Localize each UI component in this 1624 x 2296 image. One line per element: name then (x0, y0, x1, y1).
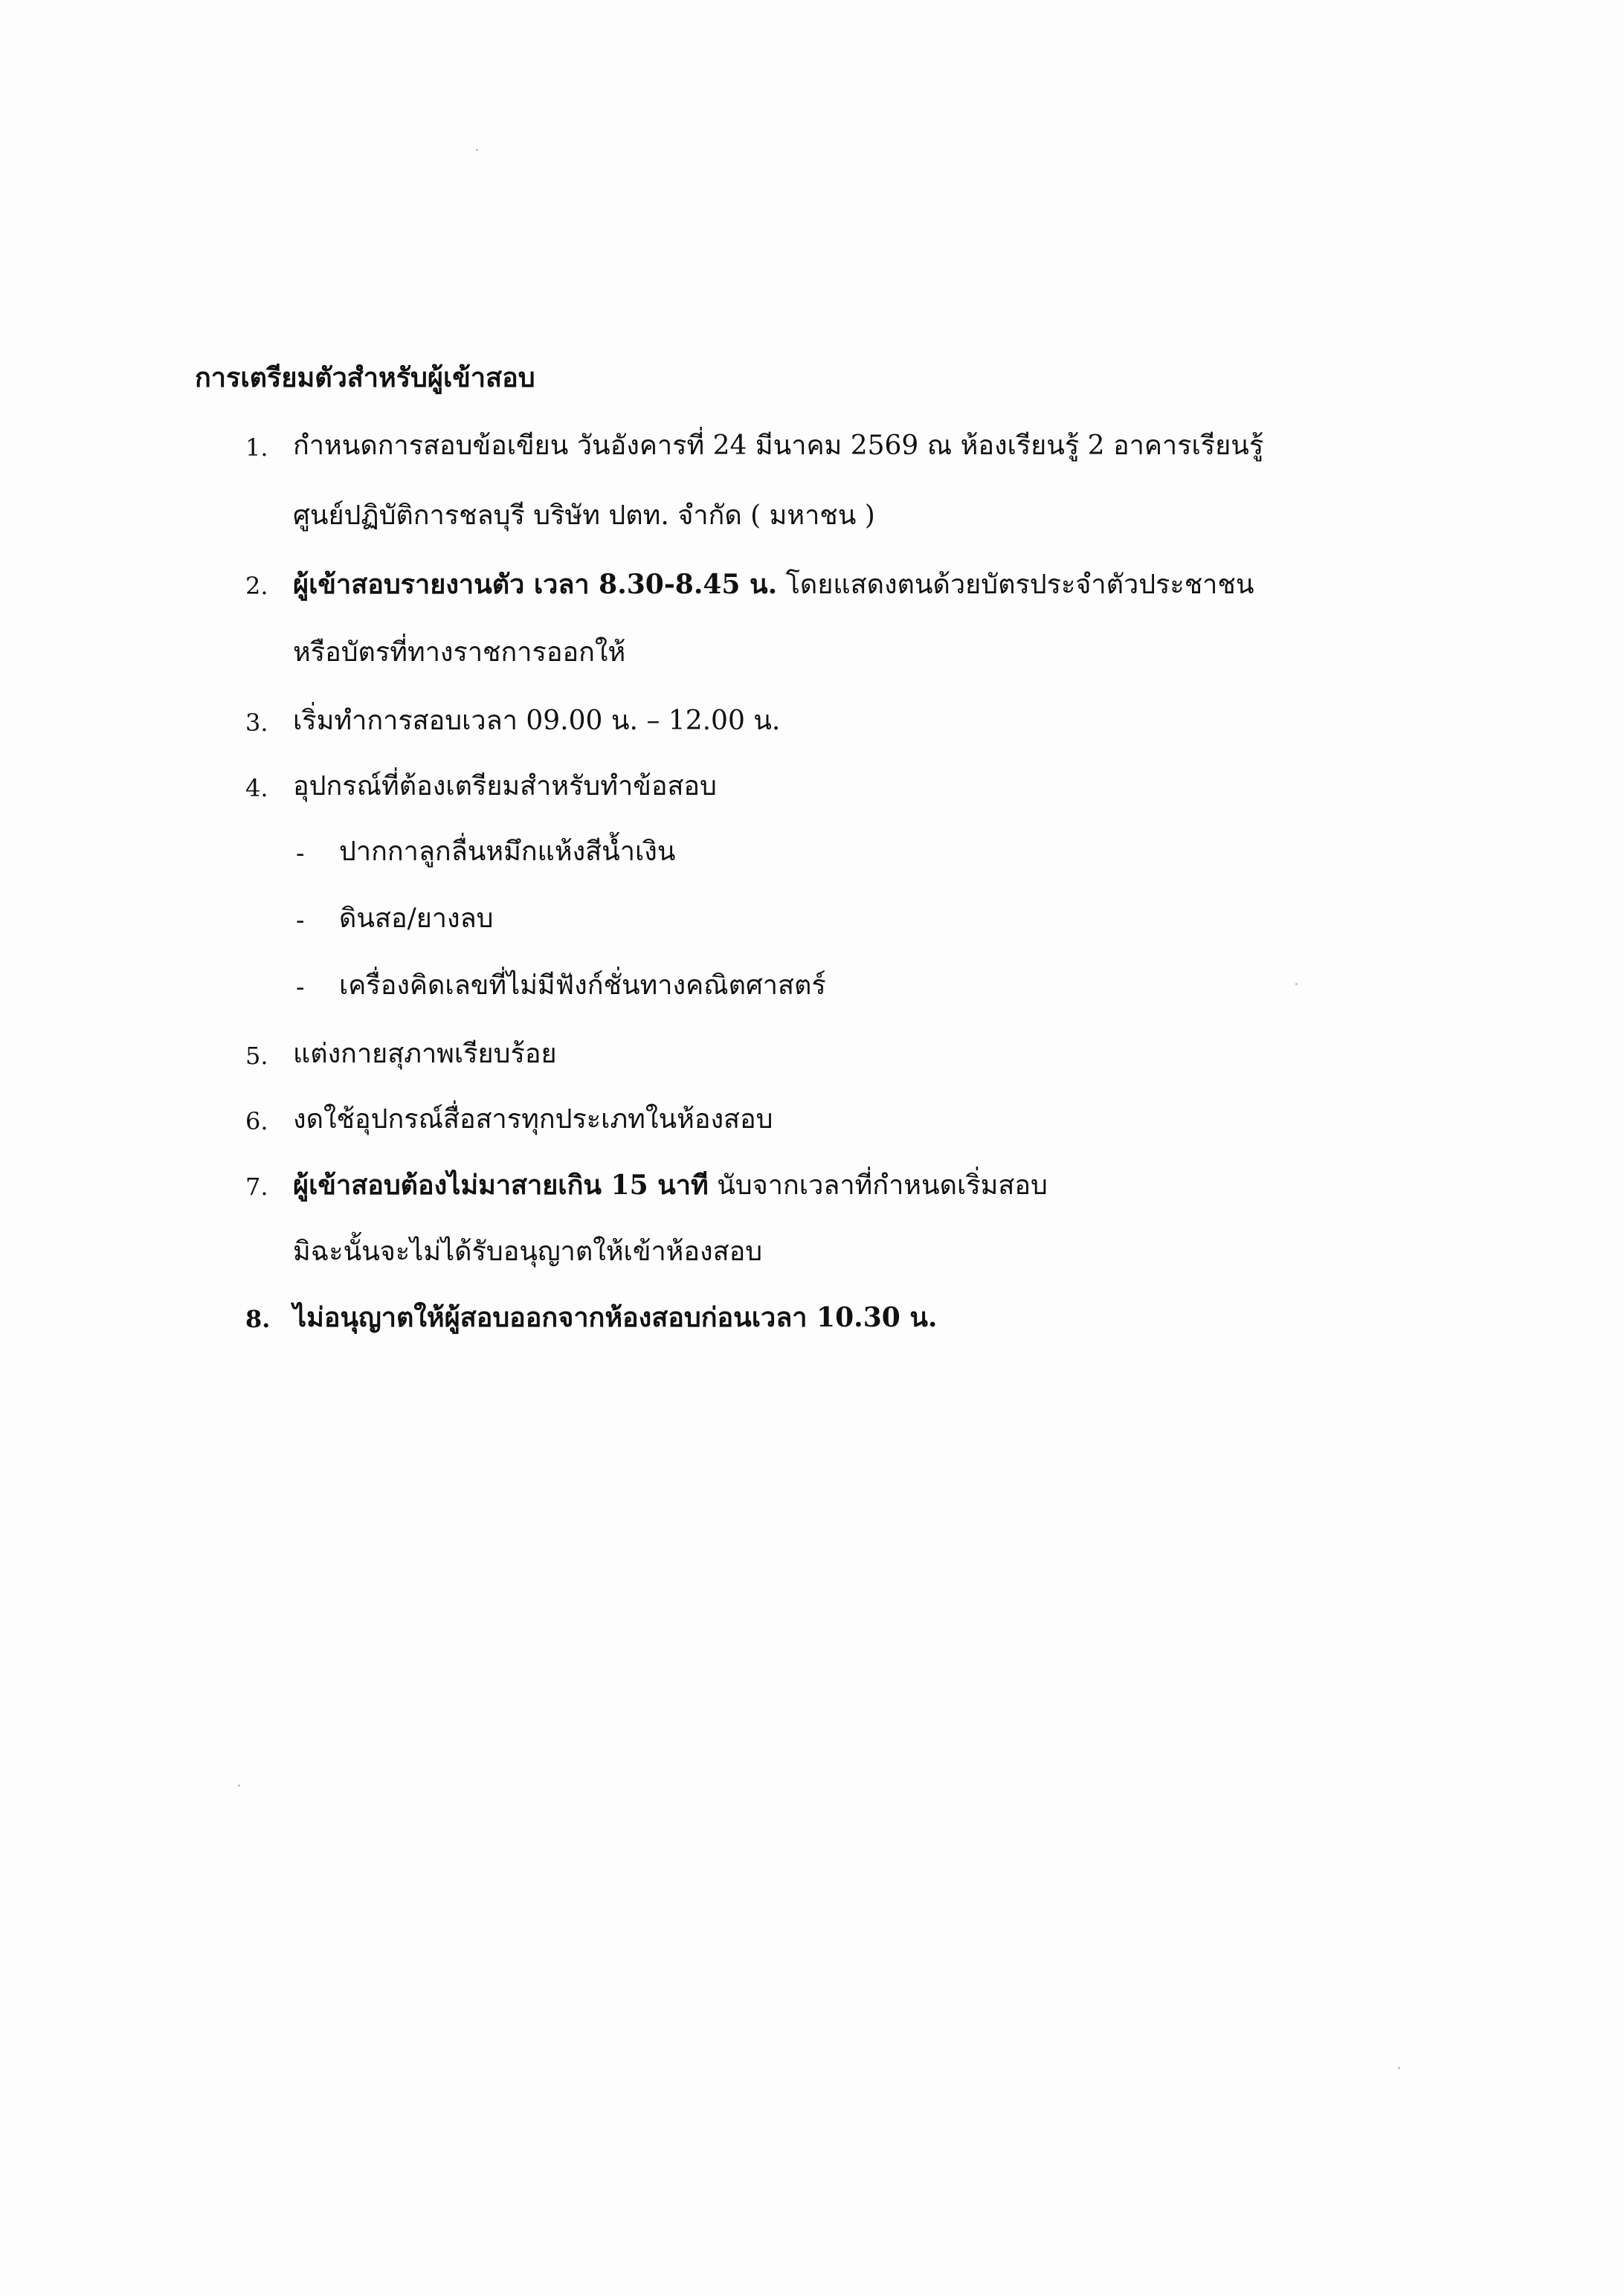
item-4-line-1: อุปกรณ์ที่ต้องเตรียมสำหรับทำข้อสอบ (293, 771, 717, 802)
item-number: 6. (245, 1107, 268, 1135)
item-5-line-1: แต่งกายสุภาพเรียบร้อย (293, 1039, 557, 1069)
item-number: 5. (245, 1042, 268, 1070)
item-1-line-2: ศูนย์ปฏิบัติการชลบุรี บริษัท ปตท. จำกัด ( มหาชน ) (293, 500, 875, 531)
page-heading: การเตรียมตัวสำหรับผู้เข้าสอบ (195, 362, 535, 393)
item-8-line-1: ไม่อนุญาตให้ผู้สอบออกจากห้องสอบก่อนเวลา 10.30 น. (293, 1302, 938, 1333)
item-2-line-1 (293, 562, 1254, 607)
item-number: 8. (245, 1305, 271, 1333)
scan-speck (476, 149, 478, 151)
item-2-line-2: หรือบัตรที่ทางราชการออกให้ (293, 637, 626, 668)
item-number: 1. (245, 433, 268, 462)
scan-speck (1295, 983, 1298, 985)
item-2-text: โดยแสดงตนด้วยบัตรประจำตัวประชาชน (777, 570, 1254, 600)
item-number: 2. (245, 572, 268, 600)
item-1-line-1: กำหนดการสอบข้อเขียน วันอังคารที่ 24 มีนาคม 2569 ณ ห้องเรียนรู้ 2 อาคารเรียนรู้ (293, 430, 1264, 461)
subitem-text: เครื่องคิดเลขที่ไม่มีฟังก์ชั่นทางคณิตศาสตร์ (339, 970, 826, 1001)
bullet-dash: - (296, 973, 305, 1002)
item-6-line-1: งดใช้อุปกรณ์สื่อสารทุกประเภทในห้องสอบ (293, 1104, 773, 1135)
item-number: 7. (245, 1173, 268, 1201)
scan-speck (238, 1784, 240, 1787)
item-7-line-2: มิฉะนั้นจะไม่ได้รับอนุญาตให้เข้าห้องสอบ (293, 1236, 763, 1267)
subitem-text: ปากกาลูกลื่นหมึกแห้งสีน้ำเงิน (339, 836, 676, 867)
subitem-text: ดินสอ/ยางลบ (339, 903, 494, 934)
item-2-bold-text: ผู้เข้าสอบรายงานตัว เวลา 8.30-8.45 น. (293, 569, 778, 600)
scan-speck (1398, 2067, 1400, 2069)
item-number: 4. (245, 774, 268, 802)
item-number: 3. (245, 709, 268, 737)
bullet-dash: - (296, 839, 305, 868)
bullet-dash: - (296, 906, 305, 935)
item-7-line-1 (293, 1163, 1048, 1208)
item-7-bold-text: ผู้เข้าสอบต้องไม่มาสายเกิน 15 นาที (293, 1170, 709, 1201)
item-7-text: นับจากเวลาที่กำหนดเริ่มสอบ (708, 1170, 1048, 1201)
item-3-line-1: เริ่มทำการสอบเวลา 09.00 น. – 12.00 น. (293, 706, 781, 736)
